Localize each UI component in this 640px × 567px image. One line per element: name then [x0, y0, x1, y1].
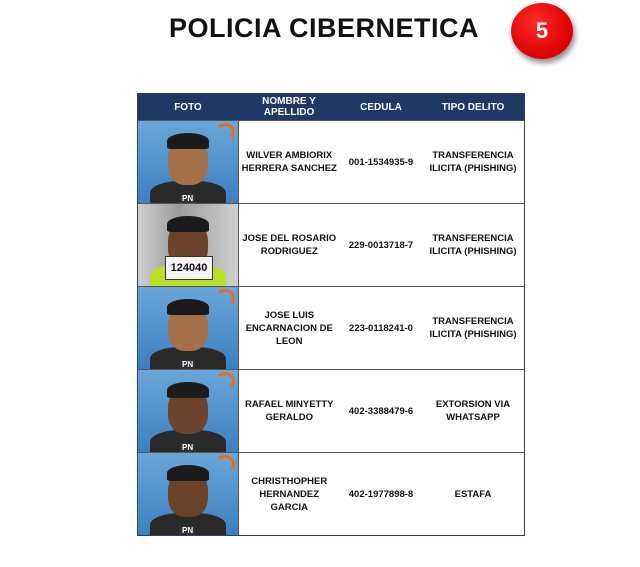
table-row — [138, 287, 524, 370]
delito-cell: TRANSFERENCIA ILICITA (PHISHING) — [422, 204, 524, 287]
photo-tag: PN — [182, 526, 194, 535]
page-title: POLICIA CIBERNETICA — [168, 13, 479, 43]
table-header-row — [138, 94, 524, 121]
delito-cell: TRANSFERENCIA ILICITA (PHISHING) — [422, 287, 524, 370]
suspect-photo — [138, 453, 238, 535]
name-cell: JOSE LUIS ENCARNACION DE LEON — [238, 287, 340, 370]
photo-tag: PN — [182, 194, 194, 203]
suspects-table — [137, 93, 525, 536]
ice-logo-icon — [215, 289, 235, 307]
cedula-cell: 223-0118241-0 — [340, 287, 422, 370]
cedula-cell: 001-1534935-9 — [340, 121, 422, 204]
photo-cell — [138, 121, 238, 204]
delito-cell: ESTAFA — [422, 453, 524, 536]
suspect-photo — [138, 370, 238, 452]
ice-logo-icon — [215, 123, 235, 141]
cedula-cell: 402-1977898-8 — [340, 453, 422, 536]
delito-cell: EXTORSION VIA WHATSAPP — [422, 370, 524, 453]
column-header-foto: FOTO — [138, 94, 238, 121]
name-cell: RAFAEL MINYETTY GERALDO — [238, 370, 340, 453]
mugshot-sign: 124040 — [165, 256, 213, 280]
table-row — [138, 121, 524, 204]
suspect-photo — [138, 204, 238, 286]
photo-cell — [138, 204, 238, 287]
photo-tag: PN — [182, 360, 194, 369]
table-row — [138, 204, 524, 287]
table-row — [138, 453, 524, 536]
photo-cell — [138, 453, 238, 536]
ice-logo-icon — [215, 372, 235, 390]
photo-cell — [138, 370, 238, 453]
column-header-nombre: NOMBRE Y APELLIDO — [238, 94, 340, 121]
cedula-cell: 229-0013718-7 — [340, 204, 422, 287]
photo-cell — [138, 287, 238, 370]
cedula-cell: 402-3388479-6 — [340, 370, 422, 453]
ice-logo-icon — [215, 455, 235, 473]
suspect-photo — [138, 287, 238, 369]
column-header-delito: TIPO DELITO — [422, 94, 524, 121]
name-cell: CHRISTHOPHER HERNANDEZ GARCIA — [238, 453, 340, 536]
name-cell: JOSE DEL ROSARIO RODRIGUEZ — [238, 204, 340, 287]
suspect-photo — [138, 121, 238, 203]
column-header-cedula: CEDULA — [340, 94, 422, 121]
table-row — [138, 370, 524, 453]
photo-tag: PN — [182, 443, 194, 452]
name-cell: WILVER AMBIORIX HERRERA SANCHEZ — [238, 121, 340, 204]
delito-cell: TRANSFERENCIA ILICITA (PHISHING) — [422, 121, 524, 204]
page-number-badge: 5 — [511, 3, 573, 59]
